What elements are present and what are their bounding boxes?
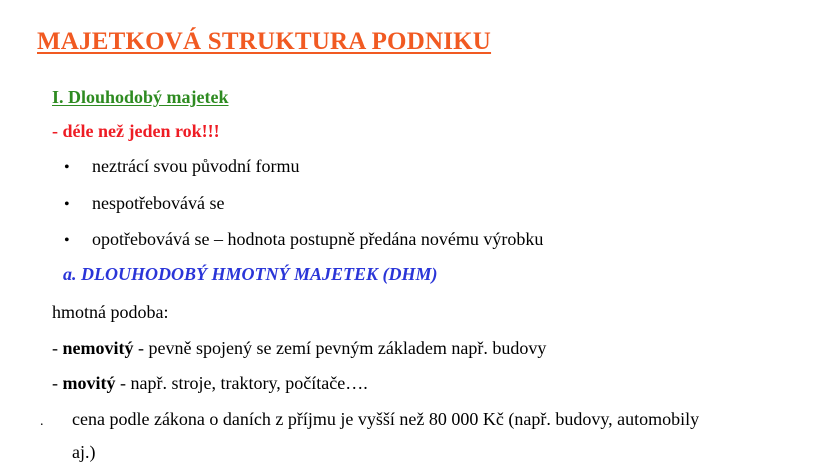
immovable-description: - pevně spojený se zemí pevným základem např. budovy: [133, 338, 547, 358]
subheading: a. DLOUHODOBÝ HMOTNÝ MAJETEK (DHM): [63, 264, 438, 284]
price-note-text: cena podle zákona o daních z příjmu je vyšší než 80 000 Kč (např. budovy, automobily: [72, 409, 700, 429]
immovable-line: [52, 338, 546, 359]
movable-term: movitý: [62, 373, 116, 393]
price-note-marker: .: [40, 414, 44, 429]
page-title: MAJETKOVÁ STRUKTURA PODNIKU: [37, 28, 492, 55]
movable-description: - např. stroje, traktory, počítače….: [115, 373, 368, 393]
bullet-icon: •: [64, 159, 70, 176]
section-heading: I. Dlouhodobý majetek: [52, 87, 229, 107]
list-item: [64, 229, 543, 250]
list-item: [64, 193, 224, 214]
physical-form-label: hmotná podoba:: [52, 302, 169, 322]
bullet-icon: •: [64, 196, 70, 213]
list-item-text: neztrácí svou původní formu: [92, 156, 300, 176]
duration-warning: - déle než jeden rok!!!: [52, 121, 220, 141]
list-item-text: nespotřebovává se: [92, 193, 225, 213]
movable-line: [52, 373, 368, 394]
price-note-continuation: aj.): [72, 442, 96, 462]
list-item: [64, 156, 299, 177]
immovable-term: nemovitý: [62, 338, 134, 358]
price-note: [40, 409, 699, 430]
list-item-text: opotřebovává se – hodnota postupně předána novému výrobku: [92, 229, 544, 249]
immovable-prefix: -: [52, 338, 63, 358]
movable-prefix: -: [52, 373, 63, 393]
bullet-icon: •: [64, 232, 70, 249]
